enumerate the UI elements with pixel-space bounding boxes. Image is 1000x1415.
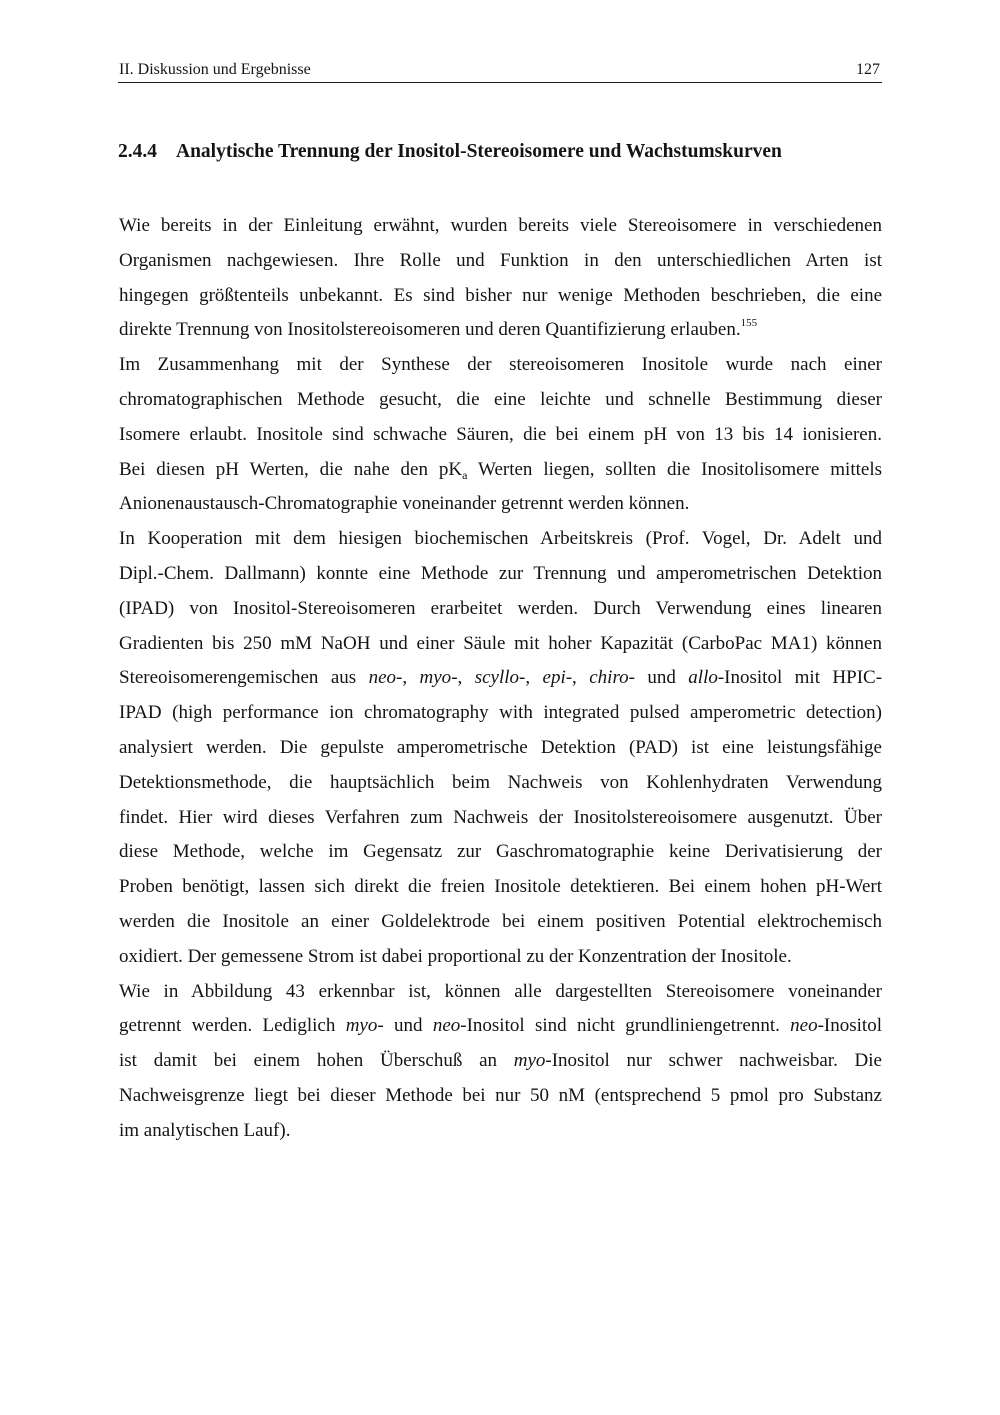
text-line: im analytischen Lauf). bbox=[119, 1119, 291, 1141]
page-number: 127 bbox=[856, 61, 880, 78]
text-line: Gradienten bis 250 mM NaOH und einer Säule mit hoher Kapazität (CarboPac MA1) können bbox=[119, 632, 882, 654]
text-line: (IPAD) von Inositol-Stereoisomeren erarbeitet werden. Durch Verwendung eines linearen bbox=[119, 597, 882, 619]
text-line: getrennt werden. Lediglich myo- und neo-Inositol sind nicht grundliniengetrennt. neo-Inositol bbox=[119, 1015, 882, 1037]
text-line: direkte Trennung von Inositolstereoisomeren und deren Quantifizierung erlauben.$^{155}$ bbox=[119, 317, 758, 341]
text-line: hingegen größtenteils unbekannt. Es sind bisher nur wenige Methoden beschrieben, die eine bbox=[119, 284, 882, 306]
text-line: Im Zusammenhang mit der Synthese der stereoisomeren Inositole wurde nach einer bbox=[119, 354, 882, 376]
section-title: Analytische Trennung der Inositol-Stereoisomere und Wachstumskurven bbox=[176, 141, 782, 162]
text-line: Detektionsmethode, die hauptsächlich beim Nachweis von Kohlenhydraten Verwendung bbox=[119, 771, 882, 793]
text-line: oxidiert. Der gemessene Strom ist dabei proportional zu der Konzentration der Inositole. bbox=[119, 945, 792, 967]
text-line: IPAD (high performance ion chromatography with integrated pulsed amperometric detection) bbox=[119, 702, 882, 724]
text-line: Proben benötigt, lassen sich direkt die freien Inositole detektieren. Bei einem hohen pH-Wert bbox=[119, 876, 882, 898]
running-header bbox=[118, 58, 882, 83]
text-line: ist damit bei einem hohen Überschuß an myo-Inositol nur schwer nachweisbar. Die bbox=[119, 1050, 882, 1072]
text-line: diese Methode, welche im Gegensatz zur Gaschromatographie keine Derivatisierung der bbox=[119, 841, 882, 863]
text-line: Wie bereits in der Einleitung erwähnt, wurden bereits viele Stereoisomere in verschiedenen bbox=[119, 215, 882, 236]
text-line: Isomere erlaubt. Inositole sind schwache Säuren, die bei einem pH von 13 bis 14 ionisieren. bbox=[119, 423, 882, 445]
text-line: Bei diesen pH Werten, die nahe den $pK_a$ Werten liegen, sollten die Inositolisomere mittels bbox=[119, 458, 882, 482]
text-line: findet. Hier wird dieses Verfahren zum Nachweis der Inositolstereoisomere ausgenutzt. Über bbox=[119, 806, 882, 828]
text-line: Stereoisomerengemischen aus neo-, myo-, scyllo-, epi-, chiro- und allo-Inositol mit HPIC- bbox=[119, 667, 883, 689]
chapter-title: II. Diskussion und Ergebnisse bbox=[119, 61, 311, 78]
text-line: werden die Inositole an einer Goldelektrode bei einem positiven Potential elektrochemisch bbox=[119, 910, 882, 932]
text-line: Wie in Abbildung 43 erkennbar ist, können alle dargestellten Stereoisomere voneinander bbox=[119, 980, 882, 1002]
text-line: In Kooperation mit dem hiesigen biochemischen Arbeitskreis (Prof. Vogel, Dr. Adelt und bbox=[119, 528, 882, 550]
text-line: chromatographischen Methode gesucht, die eine leichte und schnelle Bestimmung dieser bbox=[119, 388, 882, 410]
footnote-ref: 155 bbox=[740, 317, 758, 330]
text-line: analysiert werden. Die gepulste amperometrische Detektion (PAD) ist eine leistungsfähige bbox=[119, 736, 882, 758]
text-line: Nachweisgrenze liegt bei dieser Methode bei nur 50 nM (entsprechend 5 pmol pro Substanz bbox=[119, 1084, 882, 1106]
text-line: Organismen nachgewiesen. Ihre Rolle und Funktion in den unterschiedlichen Arten ist bbox=[119, 249, 882, 271]
text-line: Anionenaustausch-Chromatographie voneinander getrennt werden können. bbox=[119, 493, 690, 515]
text-line: Dipl.-Chem. Dallmann) konnte eine Methode zur Trennung und amperometrischen Detektion bbox=[119, 562, 882, 584]
body-text bbox=[119, 209, 882, 1149]
section-number: 2.4.4 bbox=[118, 141, 157, 162]
section-heading bbox=[118, 138, 882, 166]
